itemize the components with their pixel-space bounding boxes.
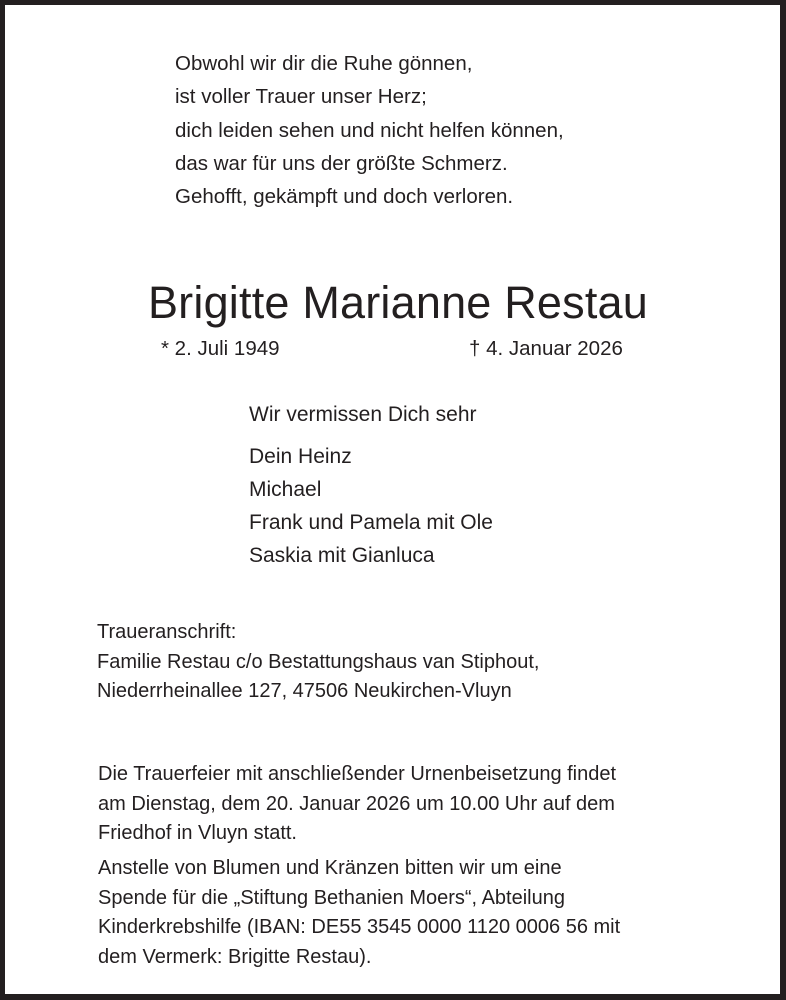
poem-line: ist voller Trauer unser Herz; [175, 85, 427, 109]
donation-line: Kinderkrebshilfe (IBAN: DE55 3545 0000 1120 0006 56 mit [98, 916, 621, 938]
birth-date: * 2. Juli 1949 [161, 337, 280, 360]
address-label: Traueranschrift: [97, 621, 237, 643]
donation-request [98, 854, 620, 972]
address-line: Familie Restau c/o Bestattungshaus van Stiphout, [97, 650, 540, 673]
ceremony-info [98, 760, 616, 849]
mourner-name: Michael [249, 478, 322, 501]
death-date: † 4. Januar 2026 [469, 337, 623, 360]
donation-line: dem Vermerk: Brigitte Restau). [98, 945, 372, 968]
ceremony-line: Friedhof in Vluyn statt. [98, 822, 297, 844]
memorial-poem [175, 47, 564, 213]
mourner-name: Saskia mit Gianluca [249, 544, 435, 567]
mourners-heading: Wir vermissen Dich sehr [249, 403, 477, 426]
mourner-name: Dein Heinz [249, 445, 352, 468]
mourning-address [97, 618, 539, 707]
donation-line: Anstelle von Blumen und Kränzen bitten wir um eine [98, 857, 562, 879]
poem-line: Gehofft, gekämpft und doch verloren. [175, 185, 514, 209]
poem-line: Obwohl wir dir die Ruhe gönnen, [175, 52, 473, 75]
ceremony-line: Die Trauerfeier mit anschließender Urnenbeisetzung findet [98, 763, 617, 785]
deceased-name: Brigitte Marianne Restau [147, 277, 649, 328]
poem-line: dich leiden sehen und nicht helfen können, [175, 118, 564, 142]
ceremony-line: am Dienstag, dem 20. Januar 2026 um 10.00 Uhr auf dem [98, 792, 615, 815]
donation-line: Spende für die „Stiftung Bethanien Moers“, Abteilung [98, 886, 565, 909]
mourner-name: Frank und Pamela mit Ole [249, 511, 493, 534]
mourners-list [249, 440, 493, 572]
address-line: Niederrheinallee 127, 47506 Neukirchen-Vluyn [97, 680, 512, 702]
poem-line: das war für uns der größte Schmerz. [175, 151, 508, 175]
